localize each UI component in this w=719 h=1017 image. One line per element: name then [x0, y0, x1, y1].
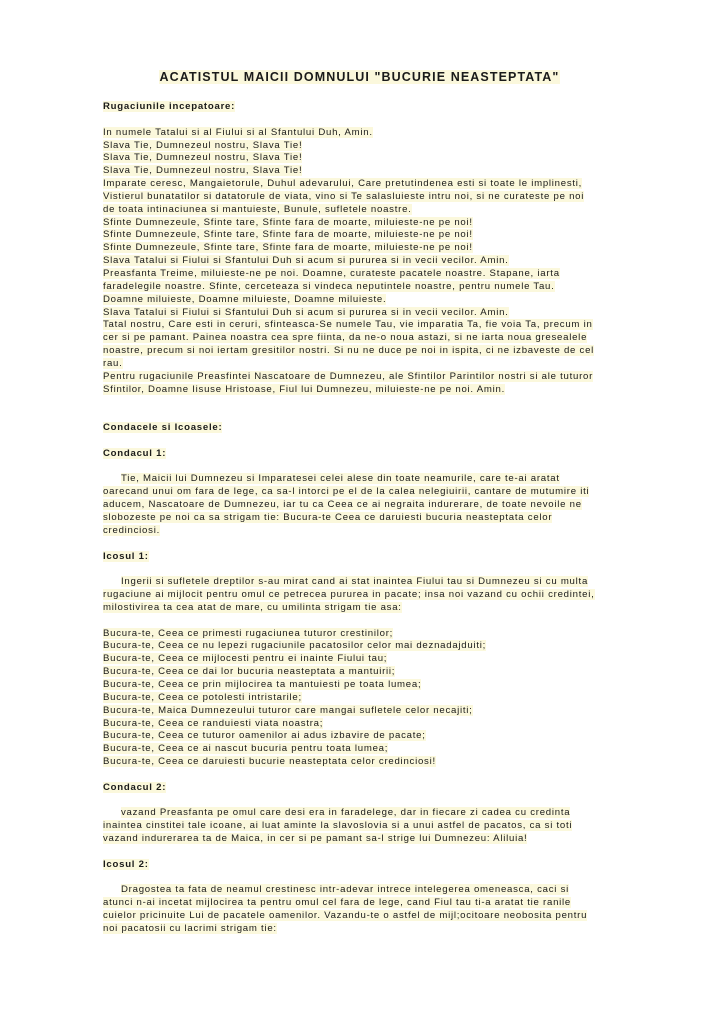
spacer — [103, 872, 673, 885]
heading-condacul-2: Condacul 2: — [103, 781, 167, 793]
bucura-te-list — [103, 628, 673, 769]
text-line-content: Imparate ceresc, Mangaietorule, Duhul adevarului, Care pretutindenea esti si toate le implinesti, — [103, 178, 583, 190]
text-line-content: Bucura-te, Ceea ce daruiesti bucurie neasteptata celor credinciosi! — [103, 756, 436, 768]
text-line-content: Preasfanta Treime, miluieste-ne pe noi. Doamne, curateste pacatele noastre. Stapane, iarta — [103, 267, 560, 279]
text-line-content: Sfinte Dumnezeule, Sfinte tare, Sfinte fara de moarte, miluieste-ne pe noi! — [103, 229, 473, 241]
text-line — [103, 165, 673, 178]
section-rugaciuni-text — [103, 127, 673, 397]
text-line — [103, 525, 673, 538]
text-line-content: Pentru rugaciunile Preasfintei Nascatoare de Dumnezeu, ale Sfintilor Parintilor nostri si ale tuturor — [103, 370, 594, 382]
section-heading-rugaciuni: Rugaciunile incepatoare: — [103, 101, 236, 112]
text-line-content: Bucura-te, Ceea ce potolesti intristarile; — [103, 691, 302, 703]
text-line — [103, 178, 673, 191]
text-line — [103, 332, 673, 345]
icosul-2-text — [103, 884, 673, 935]
text-line — [103, 884, 673, 897]
text-line-content: In numele Tatalui si al Fiului si al Sfantului Duh, Amin. — [103, 126, 373, 138]
text-line-content: Ingerii si sufletele dreptilor s-au mirat cand ai stat inaintea Fiului tau si Dumnezeu si cu multa — [121, 576, 589, 588]
text-line-content: Vistierul bunatatilor si datatorule de viata, vino si Te salasluieste intru noi, si ne curateste pe noi — [103, 190, 585, 202]
text-line-content: Bucura-te, Ceea ce randuiesti viata noastra; — [103, 717, 324, 729]
text-line-content: noastre, precum si noi iertam gresitilor nostri. Si nu ne duce pe noi in ispita, ci ne izbaveste de cel — [103, 345, 595, 357]
text-line — [103, 833, 673, 846]
text-line-content: Sfintilor, Doamne Iisuse Hristoase, Fiul lui Dumnezeu, miluieste-ne pe noi. Amin. — [103, 383, 506, 395]
text-line — [103, 255, 673, 268]
text-line-content: Slava Tatalui si Fiului si Sfantului Duh si acum si pururea si in vecii vecilor. Amin. — [103, 255, 509, 267]
spacer — [103, 114, 673, 127]
heading-icosul-1: Icosul 1: — [103, 550, 149, 562]
text-line — [103, 679, 673, 692]
text-line — [103, 319, 673, 332]
text-line — [103, 640, 673, 653]
text-line — [103, 705, 673, 718]
text-line-content: Bucura-te, Ceea ce prin mijlocirea ta mantuiesti pe toata lumea; — [103, 678, 422, 690]
text-line-content: Bucura-te, Ceea ce mijlocesti pentru ei inainte Fiului tau; — [103, 653, 388, 665]
text-line — [103, 217, 673, 230]
text-line-content: Bucura-te, Ceea ce tuturor oamenilor ai adus izbavire de pacate; — [103, 730, 426, 742]
text-line — [103, 589, 673, 602]
spacer — [103, 461, 673, 474]
text-line — [103, 897, 673, 910]
text-line-content: noi pacatosii cu lacrimi strigam tie: — [103, 923, 277, 934]
text-line-content: slobozeste pe noi ca sa strigam tie: Bucura-te Ceea ce daruiesti bucuria neasteptata celor — [103, 512, 553, 523]
text-line-content: Tatal nostru, Care esti in ceruri, sfinteasca-Se numele Tau, vie imparatia Ta, fie voia Ta, precum in — [103, 319, 593, 331]
text-line-content: Tie, Maicii lui Dumnezeu si Imparatesei celei alese din toate neamurile, care te-ai aratat — [121, 473, 560, 485]
text-line — [103, 730, 673, 743]
text-line-content: Slava Tie, Dumnezeul nostru, Slava Tie! — [103, 165, 303, 177]
text-line — [103, 718, 673, 731]
text-line — [103, 294, 673, 307]
text-line — [103, 692, 673, 705]
text-line — [103, 743, 673, 756]
text-line — [103, 576, 673, 589]
text-line-content: rugaciune ai mijlocit pentru omul ce petrecea pururea in pacate; insa noi vazand cu ochii credintei, — [103, 589, 595, 601]
text-line-content: faradelegile noastre. Sfinte, cerceteaza si vindeca neputintele noastre, pentru numele Tau. — [103, 280, 555, 292]
text-line — [103, 204, 673, 217]
text-line-content: atunci n-ai incetat mijlocirea ta pentru omul cel fara de lege, cand Fiul tau ti-a aratat tie ranile — [103, 897, 572, 909]
text-line-content: cer si pe pamant. Painea noastra cea spre fiinta, da ne-o noua astazi, si ne iarta noua gresealele — [103, 332, 588, 344]
text-line-content: de toata intinaciunea si mantuieste, Bunule, sufletele noastre. — [103, 203, 412, 215]
text-line-content: Slava Tatalui si Fiului si Sfantului Duh si acum si pururea si in vecii vecilor. Amin. — [103, 306, 509, 318]
text-line — [103, 371, 673, 384]
text-line — [103, 486, 673, 499]
condacul-1-text — [103, 473, 673, 537]
condacul-2-text — [103, 807, 673, 846]
spacer — [103, 615, 673, 628]
text-line — [103, 807, 673, 820]
icosul-1-text — [103, 576, 673, 615]
spacer — [103, 435, 673, 448]
text-line-content: Dragostea ta fata de neamul crestinesc intr-adevar intrece intelegerea omeneasca, caci si — [121, 884, 570, 896]
text-line-content: credinciosi. — [103, 524, 160, 536]
spacer — [103, 769, 673, 782]
text-line-content: aducem, Nascatoare de Dumnezeu, iar tu ca Ceea ce ai negraita indurerare, de toate nevoile ne — [103, 499, 582, 511]
text-line — [103, 923, 673, 936]
spacer — [103, 538, 673, 551]
text-line-content: Bucura-te, Ceea ce ai nascut bucuria pentru toata lumea; — [103, 743, 389, 755]
text-line — [103, 127, 673, 140]
text-line-content: vazand indurerarea ta de Maica, in cer si pe pamant sa-l strige lui Dumnezeu: Aliluia! — [103, 833, 528, 845]
heading-condacul-1: Condacul 1: — [103, 447, 167, 459]
text-line — [103, 628, 673, 641]
text-line — [103, 268, 673, 281]
document-title: ACATISTUL MAICII DOMNULUI "BUCURIE NEASTEPTATA" — [159, 70, 560, 84]
text-line-content: cuielor pricinuite Lui de pacatele oamenilor. Vazandu-te o astfel de mijl;ocitoare neobosita pentru — [103, 910, 588, 922]
heading-icosul-2: Icosul 2: — [103, 858, 149, 870]
spacer — [103, 846, 673, 859]
text-line-content: Slava Tie, Dumnezeul nostru, Slava Tie! — [103, 152, 303, 164]
text-line — [103, 653, 673, 666]
text-line — [103, 910, 673, 923]
spacer — [103, 396, 673, 422]
text-line-content: Doamne miluieste, Doamne miluieste, Doamne miluieste. — [103, 293, 387, 305]
text-line-content: inaintea cinstitei tale icoane, ai luat aminte la slavoslovia si a unui astfel de pacatos, ca si toti — [103, 820, 573, 832]
text-line-content: Bucura-te, Ceea ce nu lepezi rugaciunile pacatosilor celor mai deznadajduiti; — [103, 640, 487, 652]
text-line — [103, 602, 673, 615]
text-line — [103, 281, 673, 294]
text-line-content: milostivirea ta cea atat de mare, cu umilinta strigam tie asa: — [103, 601, 402, 613]
text-line — [103, 512, 673, 525]
text-line — [103, 384, 673, 397]
text-line-content: Bucura-te, Maica Dumnezeului tuturor care mangai sufletele celor necajiti; — [103, 704, 473, 716]
text-line — [103, 152, 673, 165]
section-heading-condacele: Condacele si Icoasele: — [103, 422, 223, 434]
text-line-content: vazand Preasfanta pe omul care desi era in faradelege, dar in fiecare zi cadea cu credinta — [121, 807, 571, 819]
text-line-content: Bucura-te, Ceea ce dai lor bucuria neasteptata a mantuirii; — [103, 666, 396, 678]
text-line — [103, 820, 673, 833]
text-line — [103, 307, 673, 320]
text-line-content: Sfinte Dumnezeule, Sfinte tare, Sfinte fara de moarte, miluieste-ne pe noi! — [103, 242, 473, 254]
spacer — [103, 563, 673, 576]
text-line — [103, 242, 673, 255]
text-line — [103, 229, 673, 242]
text-line — [103, 345, 673, 358]
text-line — [103, 666, 673, 679]
spacer — [103, 795, 673, 808]
document-body — [103, 101, 673, 936]
text-line — [103, 756, 673, 769]
text-line — [103, 191, 673, 204]
text-line — [103, 140, 673, 153]
text-line — [103, 358, 673, 371]
text-line-content: rau. — [103, 357, 123, 369]
text-line-content: oarecand unui om fara de lege, ca sa-l intorci pe el de la calea nelegiuirii, cantare de mutumire iti — [103, 486, 590, 498]
text-line — [103, 499, 673, 512]
text-line-content: Slava Tie, Dumnezeul nostru, Slava Tie! — [103, 139, 303, 151]
text-line — [103, 473, 673, 486]
text-line-content: Bucura-te, Ceea ce primesti rugaciunea tuturor crestinilor; — [103, 627, 394, 639]
text-line-content: Sfinte Dumnezeule, Sfinte tare, Sfinte fara de moarte, miluieste-ne pe noi! — [103, 216, 473, 228]
